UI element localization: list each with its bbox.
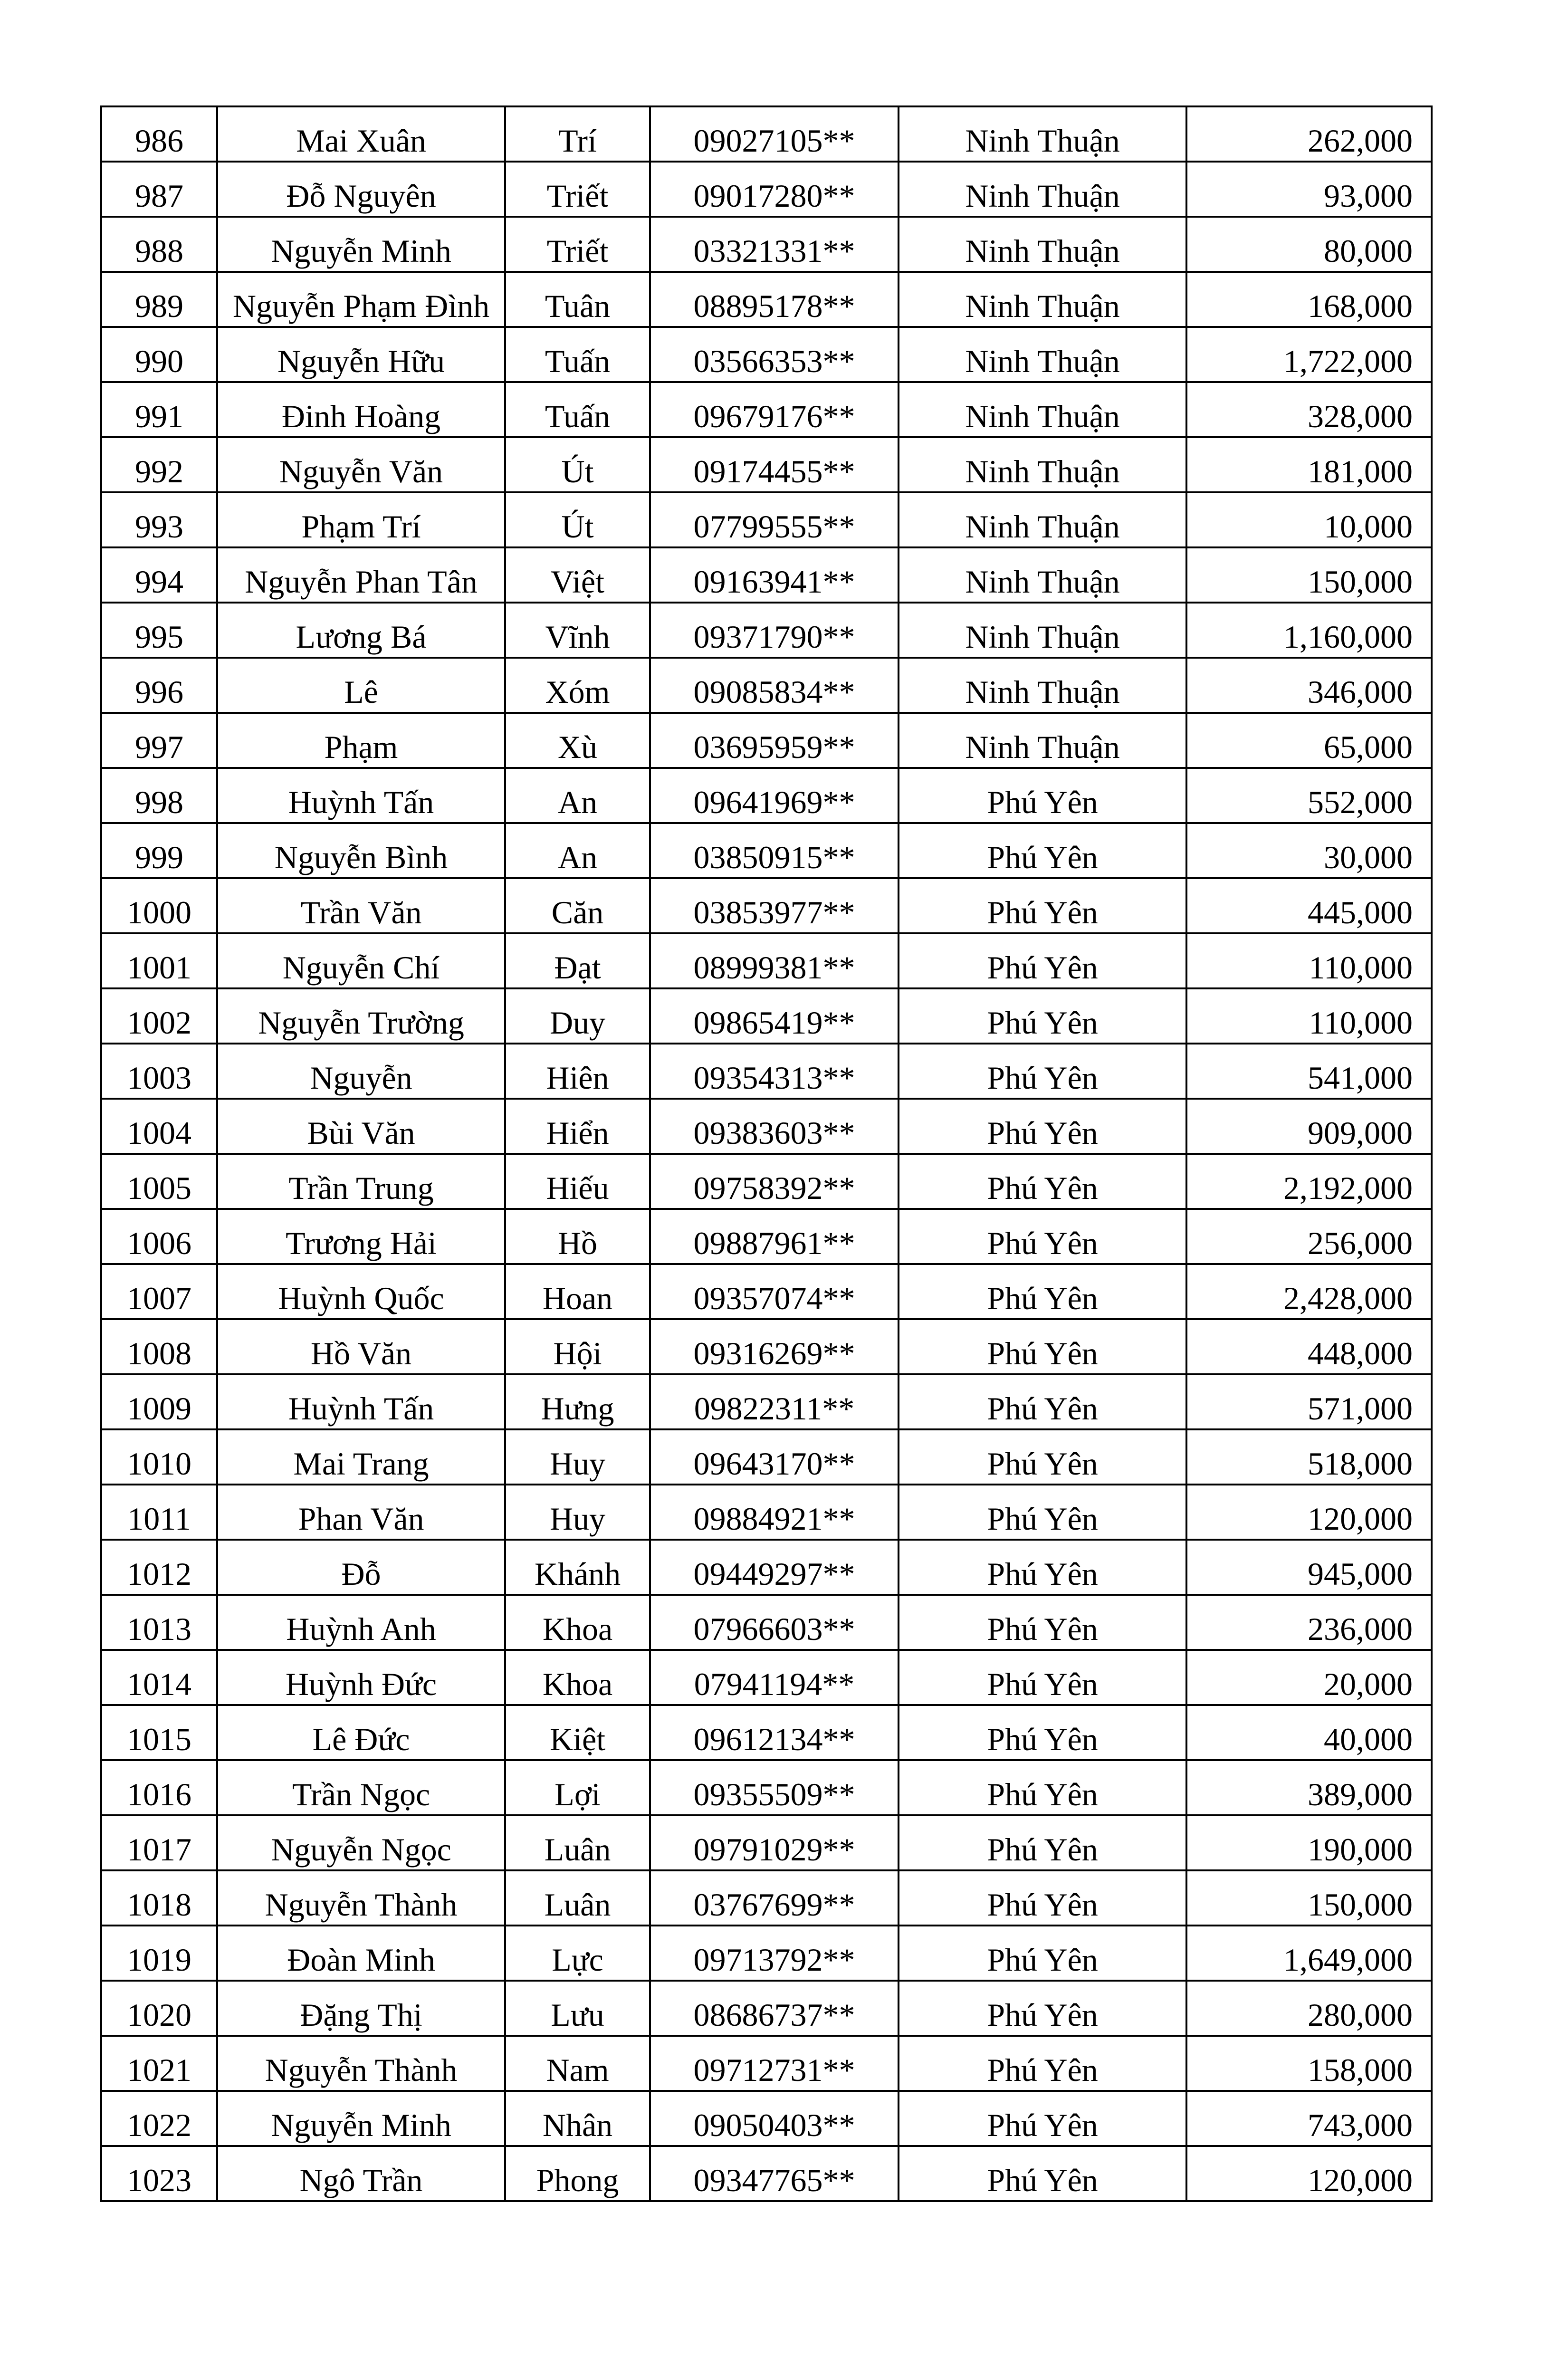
- amount-cell: 280,000: [1186, 1981, 1432, 2036]
- last-middle-name-cell: Phan Văn: [217, 1485, 505, 1540]
- province-cell: Ninh Thuận: [899, 492, 1186, 547]
- row-number-cell: 998: [101, 768, 217, 823]
- province-cell: Phú Yên: [899, 1044, 1186, 1099]
- province-cell: Phú Yên: [899, 1099, 1186, 1154]
- row-number-cell: 990: [101, 327, 217, 382]
- last-middle-name-cell: Nguyễn Thành: [217, 2036, 505, 2091]
- last-middle-name-cell: Trần Trung: [217, 1154, 505, 1209]
- first-name-cell: Út: [505, 492, 650, 547]
- last-middle-name-cell: Mai Xuân: [217, 106, 505, 162]
- province-cell: Phú Yên: [899, 1374, 1186, 1429]
- amount-cell: 571,000: [1186, 1374, 1432, 1429]
- row-number-cell: 1017: [101, 1815, 217, 1870]
- phone-cell: 09347765**: [650, 2146, 899, 2201]
- amount-cell: 110,000: [1186, 988, 1432, 1044]
- first-name-cell: Hưng: [505, 1374, 650, 1429]
- last-middle-name-cell: Bùi Văn: [217, 1099, 505, 1154]
- province-cell: Phú Yên: [899, 1760, 1186, 1815]
- last-middle-name-cell: Trần Ngọc: [217, 1760, 505, 1815]
- province-cell: Ninh Thuận: [899, 217, 1186, 272]
- last-middle-name-cell: Huỳnh Tấn: [217, 768, 505, 823]
- first-name-cell: Xù: [505, 713, 650, 768]
- last-middle-name-cell: Mai Trang: [217, 1429, 505, 1485]
- phone-cell: 09612134**: [650, 1705, 899, 1760]
- phone-cell: 07799555**: [650, 492, 899, 547]
- phone-cell: 08686737**: [650, 1981, 899, 2036]
- province-cell: Phú Yên: [899, 933, 1186, 988]
- amount-cell: 2,192,000: [1186, 1154, 1432, 1209]
- province-cell: Phú Yên: [899, 1319, 1186, 1374]
- last-middle-name-cell: Nguyễn Chí: [217, 933, 505, 988]
- amount-cell: 150,000: [1186, 1870, 1432, 1926]
- last-middle-name-cell: Lương Bá: [217, 603, 505, 658]
- amount-cell: 328,000: [1186, 382, 1432, 437]
- row-number-cell: 1007: [101, 1264, 217, 1319]
- province-cell: Phú Yên: [899, 2036, 1186, 2091]
- amount-cell: 2,428,000: [1186, 1264, 1432, 1319]
- row-number-cell: 1015: [101, 1705, 217, 1760]
- first-name-cell: An: [505, 768, 650, 823]
- phone-cell: 09085834**: [650, 658, 899, 713]
- table-row: [101, 1815, 1432, 1870]
- last-middle-name-cell: Đặng Thị: [217, 1981, 505, 2036]
- last-middle-name-cell: Nguyễn Minh: [217, 2091, 505, 2146]
- table-row: [101, 1540, 1432, 1595]
- first-name-cell: Hồ: [505, 1209, 650, 1264]
- amount-cell: 945,000: [1186, 1540, 1432, 1595]
- amount-cell: 30,000: [1186, 823, 1432, 878]
- row-number-cell: 1021: [101, 2036, 217, 2091]
- province-cell: Phú Yên: [899, 1705, 1186, 1760]
- last-middle-name-cell: Ngô Trần: [217, 2146, 505, 2201]
- row-number-cell: 1003: [101, 1044, 217, 1099]
- province-cell: Ninh Thuận: [899, 658, 1186, 713]
- phone-cell: 09174455**: [650, 437, 899, 492]
- amount-cell: 1,160,000: [1186, 603, 1432, 658]
- amount-cell: 389,000: [1186, 1760, 1432, 1815]
- phone-cell: 09641969**: [650, 768, 899, 823]
- first-name-cell: Khoa: [505, 1595, 650, 1650]
- row-number-cell: 989: [101, 272, 217, 327]
- row-number-cell: 1013: [101, 1595, 217, 1650]
- last-middle-name-cell: Huỳnh Anh: [217, 1595, 505, 1650]
- row-number-cell: 1023: [101, 2146, 217, 2201]
- last-middle-name-cell: Huỳnh Tấn: [217, 1374, 505, 1429]
- province-cell: Phú Yên: [899, 988, 1186, 1044]
- row-number-cell: 1002: [101, 988, 217, 1044]
- last-middle-name-cell: Nguyễn Phạm Đình: [217, 272, 505, 327]
- amount-cell: 1,722,000: [1186, 327, 1432, 382]
- phone-cell: 09449297**: [650, 1540, 899, 1595]
- province-cell: Phú Yên: [899, 768, 1186, 823]
- province-cell: Phú Yên: [899, 1540, 1186, 1595]
- row-number-cell: 992: [101, 437, 217, 492]
- table-row: [101, 1099, 1432, 1154]
- table-row: [101, 603, 1432, 658]
- document-page: [100, 105, 1431, 2202]
- amount-cell: 168,000: [1186, 272, 1432, 327]
- row-number-cell: 1001: [101, 933, 217, 988]
- amount-cell: 909,000: [1186, 1099, 1432, 1154]
- row-number-cell: 1022: [101, 2091, 217, 2146]
- first-name-cell: Hiếu: [505, 1154, 650, 1209]
- province-cell: Phú Yên: [899, 1981, 1186, 2036]
- row-number-cell: 999: [101, 823, 217, 878]
- phone-cell: 09713792**: [650, 1926, 899, 1981]
- province-cell: Phú Yên: [899, 878, 1186, 933]
- last-middle-name-cell: Lê: [217, 658, 505, 713]
- first-name-cell: Lợi: [505, 1760, 650, 1815]
- amount-cell: 120,000: [1186, 1485, 1432, 1540]
- province-cell: Ninh Thuận: [899, 327, 1186, 382]
- last-middle-name-cell: Trương Hải: [217, 1209, 505, 1264]
- phone-cell: 09355509**: [650, 1760, 899, 1815]
- first-name-cell: Khánh: [505, 1540, 650, 1595]
- row-number-cell: 1005: [101, 1154, 217, 1209]
- phone-cell: 09383603**: [650, 1099, 899, 1154]
- table-row: [101, 382, 1432, 437]
- phone-cell: 03566353**: [650, 327, 899, 382]
- amount-cell: 236,000: [1186, 1595, 1432, 1650]
- amount-cell: 518,000: [1186, 1429, 1432, 1485]
- table-row: [101, 547, 1432, 603]
- phone-cell: 07966603**: [650, 1595, 899, 1650]
- table-row: [101, 272, 1432, 327]
- province-cell: Ninh Thuận: [899, 272, 1186, 327]
- row-number-cell: 993: [101, 492, 217, 547]
- phone-cell: 08999381**: [650, 933, 899, 988]
- phone-cell: 03695959**: [650, 713, 899, 768]
- phone-cell: 09791029**: [650, 1815, 899, 1870]
- province-cell: Phú Yên: [899, 1870, 1186, 1926]
- first-name-cell: Triết: [505, 162, 650, 217]
- first-name-cell: Hội: [505, 1319, 650, 1374]
- amount-cell: 110,000: [1186, 933, 1432, 988]
- province-cell: Ninh Thuận: [899, 547, 1186, 603]
- row-number-cell: 1004: [101, 1099, 217, 1154]
- amount-cell: 552,000: [1186, 768, 1432, 823]
- row-number-cell: 1014: [101, 1650, 217, 1705]
- last-middle-name-cell: Đinh Hoàng: [217, 382, 505, 437]
- province-cell: Phú Yên: [899, 1264, 1186, 1319]
- row-number-cell: 995: [101, 603, 217, 658]
- table-row: [101, 1264, 1432, 1319]
- phone-cell: 09865419**: [650, 988, 899, 1044]
- table-row: [101, 1705, 1432, 1760]
- table-row: [101, 878, 1432, 933]
- row-number-cell: 1020: [101, 1981, 217, 2036]
- row-number-cell: 1010: [101, 1429, 217, 1485]
- province-cell: Phú Yên: [899, 1815, 1186, 1870]
- first-name-cell: Xóm: [505, 658, 650, 713]
- first-name-cell: Huy: [505, 1485, 650, 1540]
- first-name-cell: Triết: [505, 217, 650, 272]
- last-middle-name-cell: Nguyễn Phan Tân: [217, 547, 505, 603]
- phone-cell: 09884921**: [650, 1485, 899, 1540]
- amount-cell: 743,000: [1186, 2091, 1432, 2146]
- row-number-cell: 1006: [101, 1209, 217, 1264]
- last-middle-name-cell: Trần Văn: [217, 878, 505, 933]
- table-row: [101, 1595, 1432, 1650]
- phone-cell: 09316269**: [650, 1319, 899, 1374]
- province-cell: Phú Yên: [899, 1429, 1186, 1485]
- first-name-cell: Vĩnh: [505, 603, 650, 658]
- last-middle-name-cell: Đỗ: [217, 1540, 505, 1595]
- row-number-cell: 1019: [101, 1926, 217, 1981]
- first-name-cell: Hiên: [505, 1044, 650, 1099]
- province-cell: Ninh Thuận: [899, 437, 1186, 492]
- table-row: [101, 1374, 1432, 1429]
- amount-cell: 346,000: [1186, 658, 1432, 713]
- phone-cell: 09017280**: [650, 162, 899, 217]
- province-cell: Phú Yên: [899, 1485, 1186, 1540]
- table-row: [101, 658, 1432, 713]
- last-middle-name-cell: Phạm: [217, 713, 505, 768]
- province-cell: Ninh Thuận: [899, 713, 1186, 768]
- first-name-cell: Căn: [505, 878, 650, 933]
- last-middle-name-cell: Huỳnh Đức: [217, 1650, 505, 1705]
- province-cell: Phú Yên: [899, 1595, 1186, 1650]
- table-row: [101, 327, 1432, 382]
- last-middle-name-cell: Nguyễn Minh: [217, 217, 505, 272]
- province-cell: Phú Yên: [899, 1209, 1186, 1264]
- table-row: [101, 1319, 1432, 1374]
- province-cell: Ninh Thuận: [899, 603, 1186, 658]
- last-middle-name-cell: Nguyễn Thành: [217, 1870, 505, 1926]
- province-cell: Ninh Thuận: [899, 382, 1186, 437]
- row-number-cell: 994: [101, 547, 217, 603]
- table-row: [101, 1209, 1432, 1264]
- province-cell: Phú Yên: [899, 1926, 1186, 1981]
- table-row: [101, 768, 1432, 823]
- last-middle-name-cell: Phạm Trí: [217, 492, 505, 547]
- amount-cell: 541,000: [1186, 1044, 1432, 1099]
- phone-cell: 09027105**: [650, 106, 899, 162]
- last-middle-name-cell: Nguyễn Ngọc: [217, 1815, 505, 1870]
- table-row: [101, 823, 1432, 878]
- last-middle-name-cell: Nguyễn Văn: [217, 437, 505, 492]
- province-cell: Ninh Thuận: [899, 162, 1186, 217]
- last-middle-name-cell: Đỗ Nguyên: [217, 162, 505, 217]
- amount-cell: 40,000: [1186, 1705, 1432, 1760]
- phone-cell: 09354313**: [650, 1044, 899, 1099]
- first-name-cell: Trí: [505, 106, 650, 162]
- row-number-cell: 986: [101, 106, 217, 162]
- province-cell: Phú Yên: [899, 823, 1186, 878]
- first-name-cell: Hoan: [505, 1264, 650, 1319]
- phone-cell: 09050403**: [650, 2091, 899, 2146]
- table-row: [101, 988, 1432, 1044]
- first-name-cell: Luân: [505, 1815, 650, 1870]
- table-row: [101, 217, 1432, 272]
- amount-cell: 80,000: [1186, 217, 1432, 272]
- table-row: [101, 2146, 1432, 2201]
- province-cell: Phú Yên: [899, 2091, 1186, 2146]
- amount-cell: 262,000: [1186, 106, 1432, 162]
- last-middle-name-cell: Nguyễn Bình: [217, 823, 505, 878]
- phone-cell: 09163941**: [650, 547, 899, 603]
- row-number-cell: 1016: [101, 1760, 217, 1815]
- table-row: [101, 2036, 1432, 2091]
- table-row: [101, 492, 1432, 547]
- province-cell: Phú Yên: [899, 1154, 1186, 1209]
- table-row: [101, 1926, 1432, 1981]
- phone-cell: 09371790**: [650, 603, 899, 658]
- table-row: [101, 1429, 1432, 1485]
- last-middle-name-cell: Nguyễn Trường: [217, 988, 505, 1044]
- amount-cell: 93,000: [1186, 162, 1432, 217]
- table-row: [101, 437, 1432, 492]
- amount-cell: 448,000: [1186, 1319, 1432, 1374]
- first-name-cell: An: [505, 823, 650, 878]
- first-name-cell: Tuấn: [505, 327, 650, 382]
- last-middle-name-cell: Lê Đức: [217, 1705, 505, 1760]
- last-middle-name-cell: Hồ Văn: [217, 1319, 505, 1374]
- first-name-cell: Việt: [505, 547, 650, 603]
- row-number-cell: 1000: [101, 878, 217, 933]
- first-name-cell: Duy: [505, 988, 650, 1044]
- row-number-cell: 1012: [101, 1540, 217, 1595]
- province-cell: Phú Yên: [899, 2146, 1186, 2201]
- table-body: [101, 106, 1432, 2201]
- phone-cell: 09643170**: [650, 1429, 899, 1485]
- phone-cell: 09357074**: [650, 1264, 899, 1319]
- amount-cell: 181,000: [1186, 437, 1432, 492]
- row-number-cell: 1009: [101, 1374, 217, 1429]
- amount-cell: 150,000: [1186, 547, 1432, 603]
- phone-cell: 09712731**: [650, 2036, 899, 2091]
- table-row: [101, 713, 1432, 768]
- province-cell: Ninh Thuận: [899, 106, 1186, 162]
- row-number-cell: 988: [101, 217, 217, 272]
- row-number-cell: 996: [101, 658, 217, 713]
- amount-cell: 20,000: [1186, 1650, 1432, 1705]
- first-name-cell: Kiệt: [505, 1705, 650, 1760]
- amount-cell: 158,000: [1186, 2036, 1432, 2091]
- first-name-cell: Phong: [505, 2146, 650, 2201]
- row-number-cell: 1011: [101, 1485, 217, 1540]
- table-row: [101, 2091, 1432, 2146]
- table-row: [101, 1870, 1432, 1926]
- row-number-cell: 1008: [101, 1319, 217, 1374]
- phone-cell: 08895178**: [650, 272, 899, 327]
- row-number-cell: 1018: [101, 1870, 217, 1926]
- amount-cell: 445,000: [1186, 878, 1432, 933]
- first-name-cell: Nam: [505, 2036, 650, 2091]
- phone-cell: 09758392**: [650, 1154, 899, 1209]
- row-number-cell: 997: [101, 713, 217, 768]
- first-name-cell: Nhân: [505, 2091, 650, 2146]
- table-row: [101, 1650, 1432, 1705]
- first-name-cell: Hiển: [505, 1099, 650, 1154]
- amount-cell: 256,000: [1186, 1209, 1432, 1264]
- table-row: [101, 1981, 1432, 2036]
- amount-cell: 10,000: [1186, 492, 1432, 547]
- phone-cell: 09822311**: [650, 1374, 899, 1429]
- first-name-cell: Luân: [505, 1870, 650, 1926]
- table-row: [101, 933, 1432, 988]
- amount-cell: 65,000: [1186, 713, 1432, 768]
- recipient-table: [100, 105, 1433, 2202]
- last-middle-name-cell: Nguyễn Hữu: [217, 327, 505, 382]
- table-row: [101, 1485, 1432, 1540]
- phone-cell: 03767699**: [650, 1870, 899, 1926]
- table-row: [101, 162, 1432, 217]
- row-number-cell: 987: [101, 162, 217, 217]
- first-name-cell: Đạt: [505, 933, 650, 988]
- amount-cell: 120,000: [1186, 2146, 1432, 2201]
- last-middle-name-cell: Nguyễn: [217, 1044, 505, 1099]
- phone-cell: 09887961**: [650, 1209, 899, 1264]
- phone-cell: 03853977**: [650, 878, 899, 933]
- phone-cell: 03321331**: [650, 217, 899, 272]
- first-name-cell: Khoa: [505, 1650, 650, 1705]
- last-middle-name-cell: Huỳnh Quốc: [217, 1264, 505, 1319]
- table-row: [101, 1760, 1432, 1815]
- first-name-cell: Út: [505, 437, 650, 492]
- table-row: [101, 1044, 1432, 1099]
- first-name-cell: Tuấn: [505, 382, 650, 437]
- first-name-cell: Tuân: [505, 272, 650, 327]
- row-number-cell: 991: [101, 382, 217, 437]
- province-cell: Phú Yên: [899, 1650, 1186, 1705]
- first-name-cell: Lực: [505, 1926, 650, 1981]
- amount-cell: 190,000: [1186, 1815, 1432, 1870]
- phone-cell: 03850915**: [650, 823, 899, 878]
- table-row: [101, 106, 1432, 162]
- phone-cell: 07941194**: [650, 1650, 899, 1705]
- amount-cell: 1,649,000: [1186, 1926, 1432, 1981]
- table-row: [101, 1154, 1432, 1209]
- first-name-cell: Lưu: [505, 1981, 650, 2036]
- phone-cell: 09679176**: [650, 382, 899, 437]
- first-name-cell: Huy: [505, 1429, 650, 1485]
- last-middle-name-cell: Đoàn Minh: [217, 1926, 505, 1981]
